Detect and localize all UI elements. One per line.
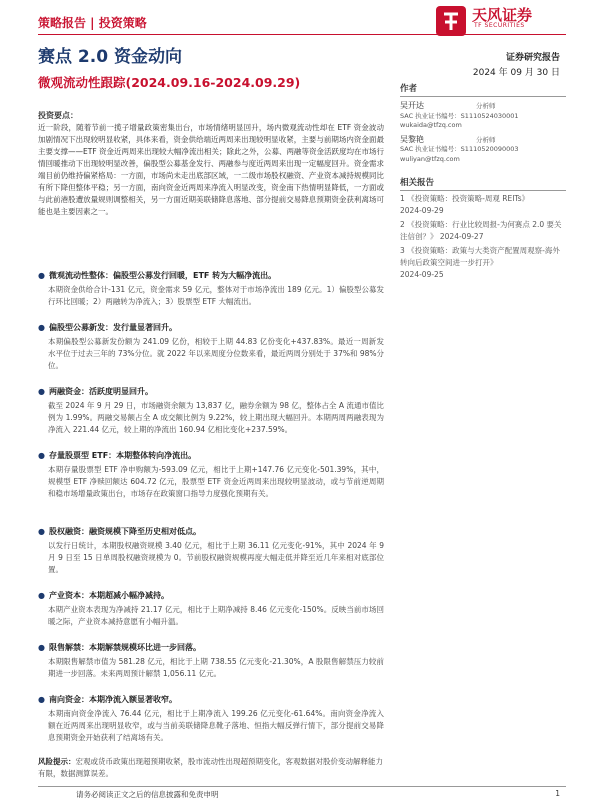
section-heading: ● 存量股票型 ETF：本期整体转向净流出。	[38, 450, 384, 461]
analyst-license: SAC 执业证书编号：S1110524030001	[400, 111, 519, 120]
authors-panel	[400, 82, 566, 164]
section-text: 本期南向资金净流入 76.44 亿元，相比于上期净流入 199.26 亿元变化-61.64%。南向资金净流入额在近两周来出现明显收窄，或与当前美联储降息靴子落地、恒指大幅反弹行情下，部分提前交易降息预期资金开始获利了结离场有关。	[48, 709, 384, 742]
section-heading: ● 微观流动性整体：偏股型公募发行回暖，ETF 转为大幅净流出。	[38, 270, 384, 281]
summary-block	[38, 110, 384, 218]
analyst-name: 吴开达	[400, 101, 424, 110]
page-number: 1	[555, 789, 560, 798]
analyst-email[interactable]: wuliyan@tfzq.com	[400, 154, 460, 163]
section-text: 本期存量股票型 ETF 净申购额为-593.09 亿元，相比于上期+147.76 亿元变化-501.39%，其中，规模型 ETF 净赎回额达 604.72 亿元，股票型 ETF 资金近两周来出现较明显波动，或与节前逆周期和稳市场增量政策出台，市场存在政策窗口指导力度强化预期有关。	[48, 465, 384, 498]
section-heading: ● 限售解禁：本期解禁规模环比进一步回落。	[38, 642, 384, 653]
risk-text: 宏观或货币政策出现超预期收紧，股市流动性出现超预期变化，客观数据对股价变动解释能力有限，数据测算误差。	[38, 757, 383, 778]
risk-warning	[38, 756, 384, 780]
related-report-title[interactable]: 1 《投资策略：投资策略-周观 REITs》	[400, 194, 530, 203]
analyst-role: 分析师	[476, 135, 496, 144]
related-report-title[interactable]: 2 《投资策略：行业比较周报-为何赛点 2.0 要关注信创？》	[400, 220, 562, 241]
section-text: 以发行日统计，本期股权融资规模 3.40 亿元，相比于上期 36.11 亿元变化-91%，其中 2024 年 9 月 9 日至 15 日单周股权融资规模为 0。节前股权融资规模再度大幅走低并降至近几年来相对底部位置。	[48, 541, 384, 574]
analyst-role: 分析师	[476, 102, 496, 110]
page-subtitle: 微观流动性跟踪(2024.09.16-2024.09.29)	[38, 75, 301, 90]
section-heading: ● 两融资金：活跃度明显回升。	[38, 386, 384, 397]
report-category: 策略报告 | 投资策略	[38, 16, 147, 30]
brand-sub: TF SECURITIES	[474, 22, 525, 29]
analyst-license: SAC 执业证书编号：S1110520090003	[400, 145, 519, 153]
section-heading: ● 偏股型公募新发：发行量显著回升。	[38, 322, 384, 333]
brand-name: 天风证券	[472, 6, 533, 24]
section-heading: ● 股权融资：融资规模下降至历史相对低点。	[38, 526, 384, 537]
section-heading: ● 南向资金：本期净流入额显著收窄。	[38, 694, 384, 705]
analyst-entry	[400, 135, 566, 165]
analyst-entry	[400, 101, 566, 131]
section-text: 截至 2024 年 9 月 29 日，市场融资余额为 13,837 亿，融券余额为 98 亿，整体占全 A 流通市值比例为 1.99%。两融交易额占全 A 成交额比例为 9.22%，较上期出现大幅回升。本期两周两融表现为净流入 221.44 亿元，较上期的净流出 160.94 亿相比变化+237.59%。	[48, 401, 384, 434]
related-report-item[interactable]	[400, 245, 566, 281]
header-divider	[38, 34, 566, 35]
analyst-email[interactable]: wukaida@tfzq.com	[400, 121, 462, 129]
related-report-date: 2024-09-27	[439, 232, 484, 241]
section-text: 本期资金供给合计-131 亿元，资金需求 59 亿元，整体对于市场净流出 189 亿元。1）偏股型公募发行环比回暖；2）两融转为净流入；3）股票型 ETF 大幅流出。	[48, 285, 384, 306]
section-text: 本期产业资本表现为净减持 21.17 亿元，相比于上期净减持 8.46 亿元变化-150%。反映当前市场回暖之际，产业资本减持意愿有小幅升温。	[48, 605, 384, 626]
section-text: 本期偏股型公募新发份额为 241.09 亿份，相较于上期 44.83 亿份变化+437.83%。最近一周新发水平位于过去三年的 73%分位。就 2022 年以来周度分位数来看，最近两周分别处于 37%和 98%分位。	[48, 337, 385, 370]
related-report-title[interactable]: 3 《投资策略：政策与大类资产配置周观察-海外转向后政策空间进一步打开》	[400, 246, 560, 267]
report-type: 证券研究报告	[505, 53, 560, 63]
related-heading: 相关报告	[400, 176, 566, 191]
related-report-date: 2024-09-25	[400, 270, 444, 279]
related-report-item[interactable]	[400, 193, 566, 217]
section-text: 本期限售解禁市值为 581.28 亿元，相比于上期 738.55 亿元变化-21.30%，A 股限售解禁压力较前期进一步回落。未来两周预计解禁 1,056.11 亿元。	[48, 657, 384, 678]
section-heading: ● 产业资本：本期超减小幅净减持。	[38, 590, 384, 601]
related-report-item[interactable]	[400, 219, 566, 243]
footer-divider	[38, 786, 566, 787]
summary-heading: 投资要点：	[38, 111, 78, 120]
footer-disclaimer: 请务必阅读正文之后的信息披露和免责申明	[76, 790, 219, 799]
analyst-name: 吴黎艳	[400, 134, 424, 144]
authors-heading: 作者	[400, 82, 566, 97]
risk-label: 风险提示：	[38, 757, 76, 766]
related-reports-panel	[400, 176, 566, 281]
page-title: 赛点 2.0 资金动向	[38, 47, 182, 67]
summary-text: 近一阶段，随着节前一揽子增量政策密集出台，市场情绪明显回升，场内微观流动性却在 ETF 资金波动加剧情况下出现较明显收紧，具体来看，资金供给端近两周来出现较明显收紧，主要与前期场内资金面最主要支撑——ETF 资金近两周来出现较大幅净流出相关；除此之外，公募、两融等资金活跃度均在市场行情回暖推动下出现较明显改善，偏股型公募基金发行、两融参与度近两周来出现一定幅度回升。资金需求端目前仍维持偏紧格局：一方面，市场尚未走出底部区域，一二级市场股权融资、产业资本减持规模同比有所下降但整体平稳；另一方面，南向资金近两周来净流入明显改变，资金南下热情明显降低，一方面或与此前港股遭放量规则调整相关，另一方面近期美联储降息落地、部分提前交易降息预期资金获利离场可能也是主要因素之一。	[38, 123, 385, 216]
related-report-date: 2024-09-29	[400, 206, 444, 215]
report-date: 2024 年 09 月 30 日	[472, 68, 560, 78]
